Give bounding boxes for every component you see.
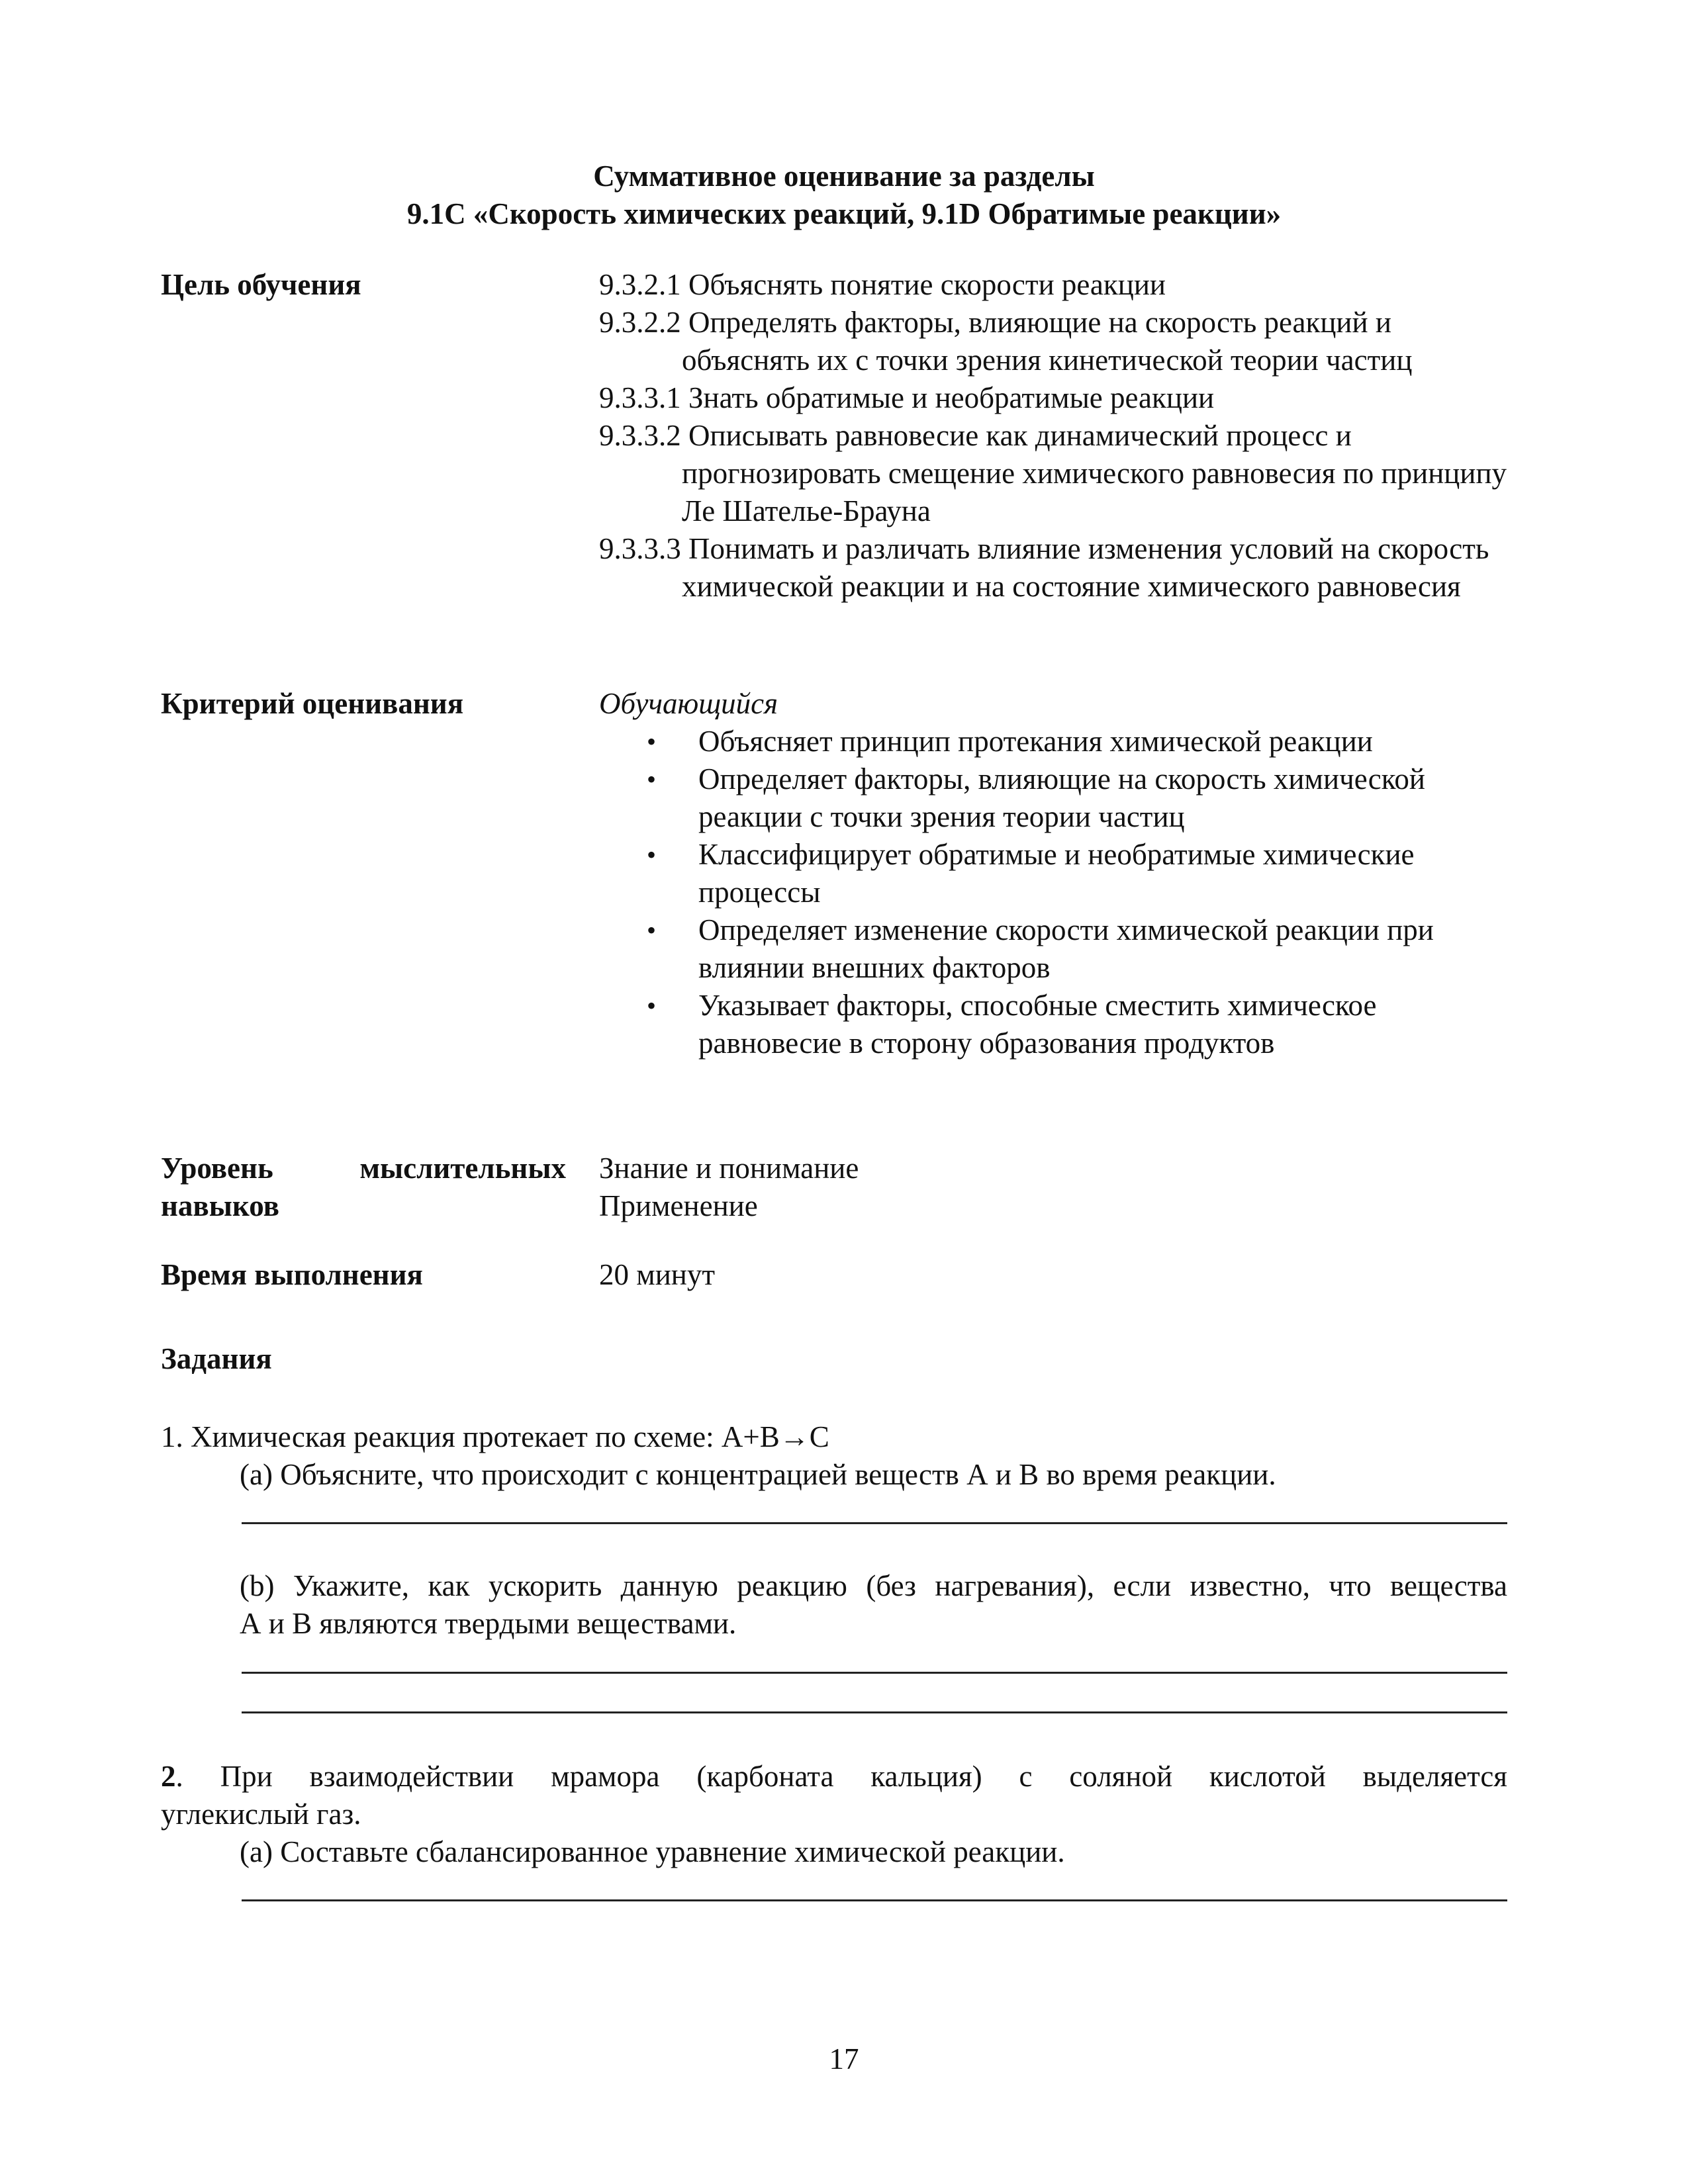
time-label: Время выполнения: [161, 1258, 423, 1291]
bullet-icon: •: [647, 727, 657, 756]
page-number: 17: [829, 2042, 859, 2075]
answer-line[interactable]: [242, 1522, 1507, 1524]
bullet-icon: •: [647, 991, 657, 1021]
tasks-heading: Задания: [161, 1342, 272, 1375]
answer-line[interactable]: [242, 1672, 1507, 1674]
criteria-intro: Обучающийся: [599, 687, 778, 720]
task-2-stem-line-2: углекислый газ.: [161, 1797, 361, 1831]
objective-item: 9.3.3.3 Понимать и различать влияние изменения условий на скорость химической реакции и на состояние химического равновесия: [599, 532, 1489, 603]
objective-item: 9.3.2.2 Определять факторы, влияющие на скорость реакций и объяснять их с точки зрения кинетической теории частиц: [599, 306, 1413, 377]
skills-values: [599, 1150, 1526, 1225]
bullet-icon: •: [647, 840, 657, 870]
skills-label: [161, 1150, 566, 1225]
skills-label-word: Уровень: [161, 1152, 273, 1185]
bullet-icon: •: [647, 764, 657, 794]
title-line-1: Суммативное оценивание за разделы: [593, 159, 1095, 193]
task-1b-question-line-1: (b) Укажите, как ускорить данную реакцию (без нагревания), если известно, что вещества: [240, 1569, 1507, 1602]
page-title: [0, 158, 1688, 233]
time-value: 20 минут: [599, 1258, 716, 1291]
objectives-label: Цель обучения: [161, 268, 361, 301]
skills-label-word: навыков: [161, 1189, 279, 1222]
task-1b-question-line-2: А и В являются твердыми веществами.: [240, 1607, 737, 1640]
criteria-item: • Указывает факторы, способные сместить химическое равновесие в сторону образования продуктов: [599, 987, 1460, 1062]
criteria-list: [599, 723, 1526, 1062]
bullet-icon: •: [647, 915, 657, 945]
task-2a-question: (a) Составьте сбалансированное уравнение химической реакции.: [240, 1835, 1065, 1868]
criteria-block: [599, 685, 1526, 1062]
answer-line[interactable]: [242, 1711, 1507, 1713]
answer-line[interactable]: [242, 1899, 1507, 1901]
task-2-number: 2: [161, 1760, 176, 1793]
title-line-2: 9.1С «Скорость химических реакций, 9.1D Обратимые реакции»: [406, 197, 1282, 230]
criteria-item: • Определяет факторы, влияющие на скорость химической реакции с точки зрения теории частиц: [599, 760, 1460, 836]
criteria-label: Критерий оценивания: [161, 687, 464, 720]
objectives-list: [599, 266, 1526, 606]
skills-label-word: мыслительных: [359, 1152, 566, 1185]
task-1-stem: 1. Химическая реакция протекает по схеме: А+В→С: [161, 1420, 829, 1453]
criteria-item: • Классифицирует обратимые и необратимые химические процессы: [599, 836, 1460, 911]
criteria-item: • Объясняет принцип протекания химической реакции: [599, 723, 1460, 760]
objective-item: 9.3.3.1 Знать обратимые и необратимые реакции: [599, 381, 1215, 414]
skill-value: Применение: [599, 1189, 758, 1222]
criteria-item: • Определяет изменение скорости химической реакции при влиянии внешних факторов: [599, 911, 1460, 987]
task-1a-question: (a) Объясните, что происходит с концентрацией веществ А и В во время реакции.: [240, 1458, 1276, 1491]
objective-item: 9.3.3.2 Описывать равновесие как динамический процесс и прогнозировать смещение химического равновесия по принципу Ле Шателье-Брауна: [599, 419, 1507, 527]
task-2-stem-line-1: 2. При взаимодействии мрамора (карбоната кальция) с соляной кислотой выделяется: [161, 1760, 1507, 1793]
skill-value: Знание и понимание: [599, 1152, 859, 1185]
objective-item: 9.3.2.1 Объяснять понятие скорости реакции: [599, 268, 1166, 301]
